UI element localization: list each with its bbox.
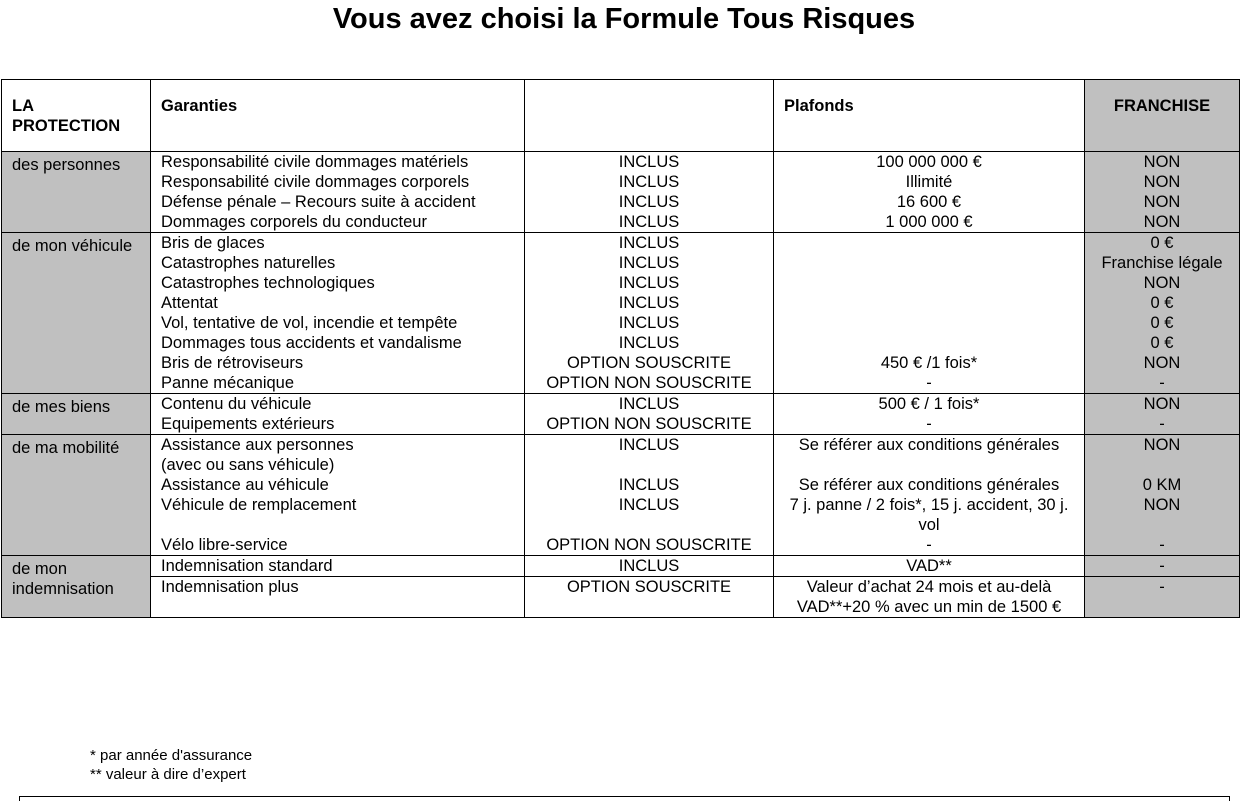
guarantee-franchise: NON: [1085, 172, 1240, 192]
guarantee-status: OPTION NON SOUSCRITE: [525, 535, 774, 556]
guarantee-franchise: -: [1085, 535, 1240, 556]
guarantee-limit: [774, 273, 1085, 293]
table-header-row: [2, 80, 1240, 152]
guarantee-status: INCLUS: [525, 556, 774, 577]
guarantee-name: Dommages tous accidents et vandalisme: [151, 333, 525, 353]
guarantee-status: INCLUS: [618, 173, 680, 191]
guarantee-status: INCLUS: [618, 496, 680, 514]
guarantee-franchise: 0 KM: [1085, 475, 1240, 495]
guarantee-franchise: NON: [1085, 192, 1240, 212]
page-title: Vous avez choisi la Formule Tous Risques: [332, 3, 916, 35]
table-row: [2, 152, 1240, 173]
table-row: [2, 535, 1240, 556]
table-row: [2, 253, 1240, 273]
header-franchise: FRANCHISE: [1085, 80, 1240, 152]
header-status: [525, 80, 774, 152]
guarantee-status: INCLUS: [525, 152, 774, 173]
guarantee-status: INCLUS: [618, 294, 680, 312]
category-label: de mon indemnisation: [2, 556, 151, 618]
guarantee-limit: 7 j. panne / 2 fois*, 15 j. accident, 30 j. vol: [774, 495, 1085, 535]
guarantee-franchise: NON: [1085, 152, 1240, 173]
guarantee-limit: [774, 293, 1085, 313]
guarantee-limit: -: [774, 373, 1085, 394]
footnote-annee: * par année d'assurance: [90, 747, 253, 764]
footnote-expert: ** valeur à dire d’expert: [90, 766, 246, 783]
header-garanties: Garanties: [151, 80, 525, 152]
guarantee-status: INCLUS: [525, 435, 774, 476]
guarantee-franchise: NON: [1085, 353, 1240, 373]
guarantee-limit: VAD**: [774, 556, 1085, 577]
guarantee-limit: 16 600 €: [774, 192, 1085, 212]
guarantee-name: Défense pénale – Recours suite à accident: [151, 192, 525, 212]
guarantee-franchise: Franchise légale: [1085, 253, 1240, 273]
guarantee-limit: Valeur d’achat 24 mois et au-delà VAD**+20 % avec un min de 1500 €: [774, 577, 1085, 618]
guarantee-franchise: NON: [1085, 435, 1240, 476]
guarantee-name: Assistance au véhicule: [151, 475, 525, 495]
guarantee-limit: Se référer aux conditions générales: [774, 435, 1085, 476]
guarantee-name: Catastrophes naturelles: [151, 253, 525, 273]
guarantee-status: OPTION SOUSCRITE: [525, 577, 774, 618]
guarantee-name: Assistance aux personnes (avec ou sans véhicule): [151, 435, 525, 476]
guarantee-limit: [774, 253, 1085, 273]
guarantee-status: INCLUS: [525, 394, 774, 415]
category-label: des personnes: [2, 152, 151, 233]
guarantee-franchise: NON: [1085, 273, 1240, 293]
guarantee-name: Véhicule de remplacement: [151, 495, 525, 535]
guarantee-status: OPTION NON SOUSCRITE: [525, 373, 774, 394]
guarantee-limit: 1 000 000 €: [774, 212, 1085, 233]
guarantee-franchise: -: [1085, 577, 1240, 618]
guarantee-status: INCLUS: [618, 334, 680, 352]
guarantee-status: OPTION NON SOUSCRITE: [525, 414, 774, 435]
table-row: [2, 313, 1240, 333]
guarantee-franchise: 0 €: [1085, 313, 1240, 333]
guarantee-name: Indemnisation standard: [151, 556, 525, 577]
guarantee-name: Attentat: [151, 293, 525, 313]
table-row: [2, 475, 1240, 495]
table-row: [2, 435, 1240, 476]
guarantee-limit: -: [774, 414, 1085, 435]
table-row: [2, 333, 1240, 353]
guarantee-limit: Se référer aux conditions générales: [774, 475, 1085, 495]
table-row: [2, 373, 1240, 394]
guarantees-table: [1, 79, 1240, 618]
category-label: de mes biens: [2, 394, 151, 435]
guarantee-name: Responsabilité civile dommages matériels: [151, 152, 525, 173]
guarantee-status: INCLUS: [618, 274, 680, 292]
guarantee-name: Vélo libre-service: [151, 535, 525, 556]
guarantee-name: Panne mécanique: [151, 373, 525, 394]
guarantee-limit: [774, 313, 1085, 333]
table-row: [2, 414, 1240, 435]
guarantee-franchise: NON: [1085, 212, 1240, 233]
table-row: [2, 556, 1240, 577]
guarantee-limit: 500 € / 1 fois*: [774, 394, 1085, 415]
guarantee-limit: -: [774, 535, 1085, 556]
guarantee-name: Equipements extérieurs: [151, 414, 525, 435]
guarantee-status: INCLUS: [618, 193, 680, 211]
guarantee-name: Indemnisation plus: [151, 577, 525, 618]
table-row: [2, 172, 1240, 192]
guarantee-name: Dommages corporels du conducteur: [151, 212, 525, 233]
guarantee-status: OPTION SOUSCRITE: [566, 354, 732, 372]
guarantee-name: Bris de rétroviseurs: [151, 353, 525, 373]
guarantee-status: INCLUS: [525, 212, 774, 233]
guarantee-status: INCLUS: [618, 314, 680, 332]
guarantee-limit: 450 € /1 fois*: [774, 353, 1085, 373]
table-row: [2, 577, 1240, 618]
guarantee-name: Catastrophes technologiques: [151, 273, 525, 293]
guarantee-name: Contenu du véhicule: [151, 394, 525, 415]
guarantee-franchise: 0 €: [1085, 333, 1240, 353]
guarantee-name: Vol, tentative de vol, incendie et tempête: [151, 313, 525, 333]
next-section-border: [19, 796, 1230, 801]
guarantee-status: INCLUS: [525, 233, 774, 254]
category-label: de mon véhicule: [2, 233, 151, 394]
guarantee-franchise: NON: [1085, 495, 1240, 535]
header-plafonds: Plafonds: [774, 80, 1085, 152]
guarantee-franchise: 0 €: [1085, 293, 1240, 313]
table-row: [2, 212, 1240, 233]
guarantee-limit: 100 000 000 €: [774, 152, 1085, 173]
footnotes: [90, 746, 252, 784]
guarantee-name: Responsabilité civile dommages corporels: [151, 172, 525, 192]
table-row: [2, 192, 1240, 212]
guarantee-franchise: -: [1085, 556, 1240, 577]
guarantee-limit: [774, 333, 1085, 353]
table-row: [2, 394, 1240, 415]
category-label: de ma mobilité: [2, 435, 151, 556]
guarantee-franchise: 0 €: [1085, 233, 1240, 254]
table-row: [2, 233, 1240, 254]
guarantee-status: INCLUS: [618, 476, 680, 494]
guarantee-name: Bris de glaces: [151, 233, 525, 254]
table-row: [2, 273, 1240, 293]
header-protection: LA PROTECTION: [2, 80, 151, 152]
table-row: [2, 353, 1240, 373]
guarantee-franchise: -: [1085, 373, 1240, 394]
guarantee-status: INCLUS: [618, 254, 680, 272]
table-row: [2, 293, 1240, 313]
guarantee-franchise: -: [1085, 414, 1240, 435]
table-row: [2, 495, 1240, 535]
guarantee-limit: [774, 233, 1085, 254]
guarantee-limit: Illimité: [774, 172, 1085, 192]
guarantee-franchise: NON: [1085, 394, 1240, 415]
